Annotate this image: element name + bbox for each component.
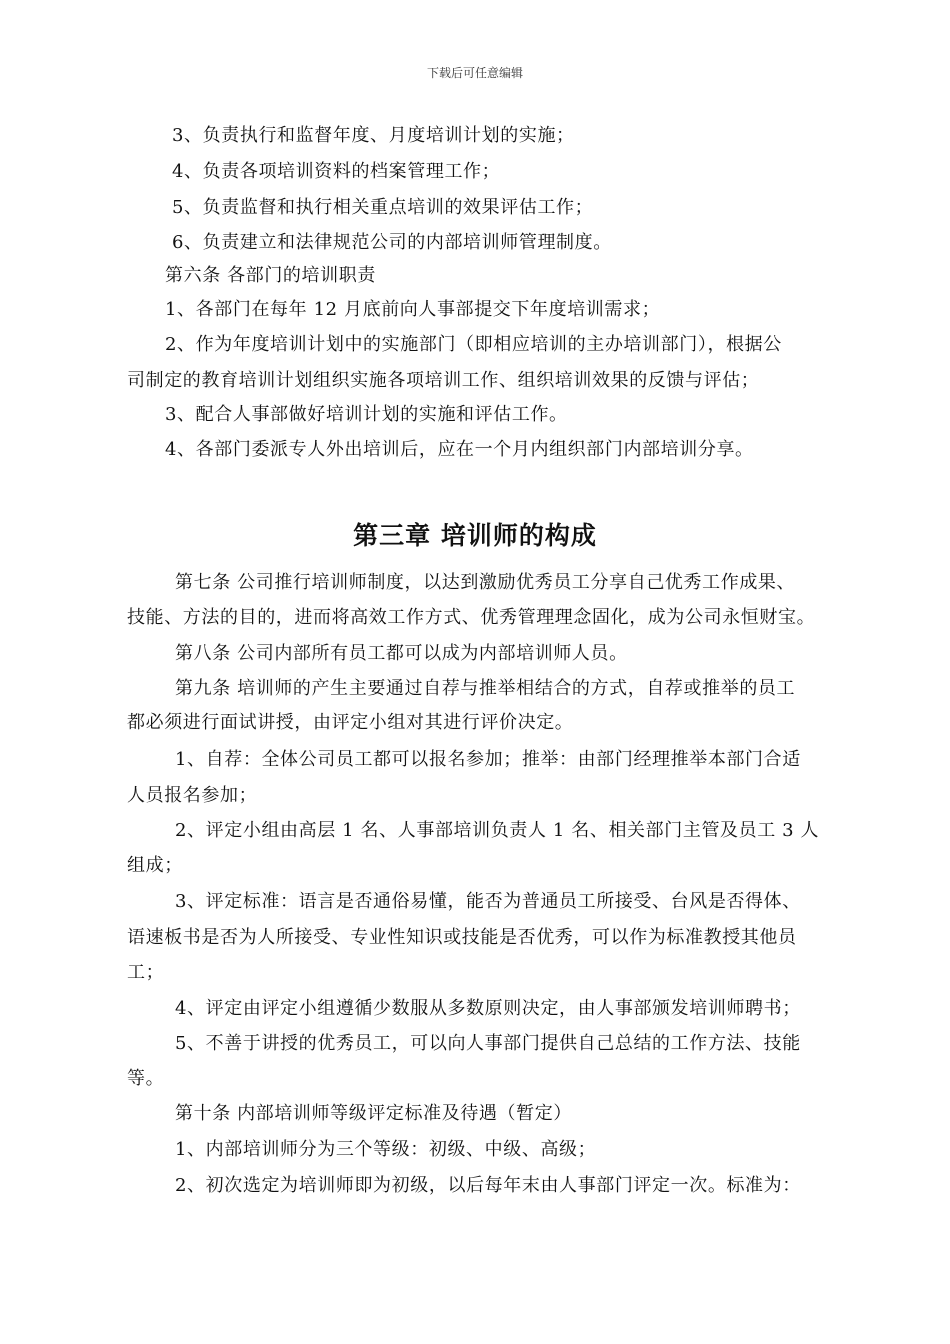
- article-9-item-1: 1、自荐：全体公司员工都可以报名参加；推举：由部门经理推举本部门合适: [175, 749, 801, 770]
- article-9-item-3-cont: 语速板书是否为人所接受、专业性知识或技能是否优秀，可以作为标准教授其他员: [127, 927, 797, 948]
- chapter-title: 第三章 培训师的构成: [353, 521, 597, 550]
- article-9-item-5-cont: 等。: [127, 1068, 165, 1089]
- article-9-item-2: 2、评定小组由高层 1 名、人事部培训负责人 1 名、相关部门主管及员工 3 人: [175, 820, 820, 841]
- article-9-item-3-end: 工；: [127, 962, 165, 983]
- article-10-item-2: 2、初次选定为培训师即为初级，以后每年末由人事部门评定一次。标准为：: [175, 1175, 801, 1196]
- dept-duty-1: 1、各部门在每年 12 月底前向人事部提交下年度培训需求；: [165, 299, 661, 320]
- duty-item-4: 4、负责各项培训资料的档案管理工作；: [172, 161, 501, 182]
- article-9-item-1-cont: 人员报名参加；: [127, 785, 258, 806]
- dept-duty-2: 2、作为年度培训计划中的实施部门（即相应培训的主办培训部门），根据公: [165, 334, 782, 355]
- article-7-cont: 技能、方法的目的，进而将高效工作方式、优秀管理理念固化，成为公司永恒财宝。: [127, 607, 816, 628]
- duty-item-3: 3、负责执行和监督年度、月度培训计划的实施；: [172, 125, 575, 146]
- dept-duty-3: 3、配合人事部做好培训计划的实施和评估工作。: [165, 404, 568, 425]
- article-9: 第九条 培训师的产生主要通过自荐与推举相结合的方式，自荐或推举的员工: [175, 678, 796, 699]
- article-6-heading: 第六条 各部门的培训职责: [165, 265, 376, 286]
- article-9-item-2-cont: 组成；: [127, 855, 183, 876]
- dept-duty-4: 4、各部门委派专人外出培训后，应在一个月内组织部门内部培训分享。: [165, 439, 754, 460]
- article-10-heading: 第十条 内部培训师等级评定标准及待遇（暂定）: [175, 1103, 572, 1124]
- article-9-cont: 都必须进行面试讲授，由评定小组对其进行评价决定。: [127, 712, 574, 733]
- article-7: 第七条 公司推行培训师制度，以达到激励优秀员工分享自己优秀工作成果、: [175, 572, 796, 593]
- article-9-item-3: 3、评定标准：语言是否通俗易懂，能否为普通员工所接受、台风是否得体、: [175, 891, 801, 912]
- article-8: 第八条 公司内部所有员工都可以成为内部培训师人员。: [175, 643, 628, 664]
- article-9-item-4: 4、评定由评定小组遵循少数服从多数原则决定，由人事部颁发培训师聘书；: [175, 998, 801, 1019]
- dept-duty-2-cont: 司制定的教育培训计划组织实施各项培训工作、组织培训效果的反馈与评估；: [127, 370, 760, 391]
- duty-item-5: 5、负责监督和执行相关重点培训的效果评估工作；: [172, 197, 594, 218]
- article-10-item-1: 1、内部培训师分为三个等级：初级、中级、高级；: [175, 1139, 597, 1160]
- page-header: 下载后可任意编辑: [426, 66, 523, 80]
- article-9-item-5: 5、不善于讲授的优秀员工，可以向人事部门提供自己总结的工作方法、技能: [175, 1033, 801, 1054]
- duty-item-6: 6、负责建立和法律规范公司的内部培训师管理制度。: [172, 232, 612, 253]
